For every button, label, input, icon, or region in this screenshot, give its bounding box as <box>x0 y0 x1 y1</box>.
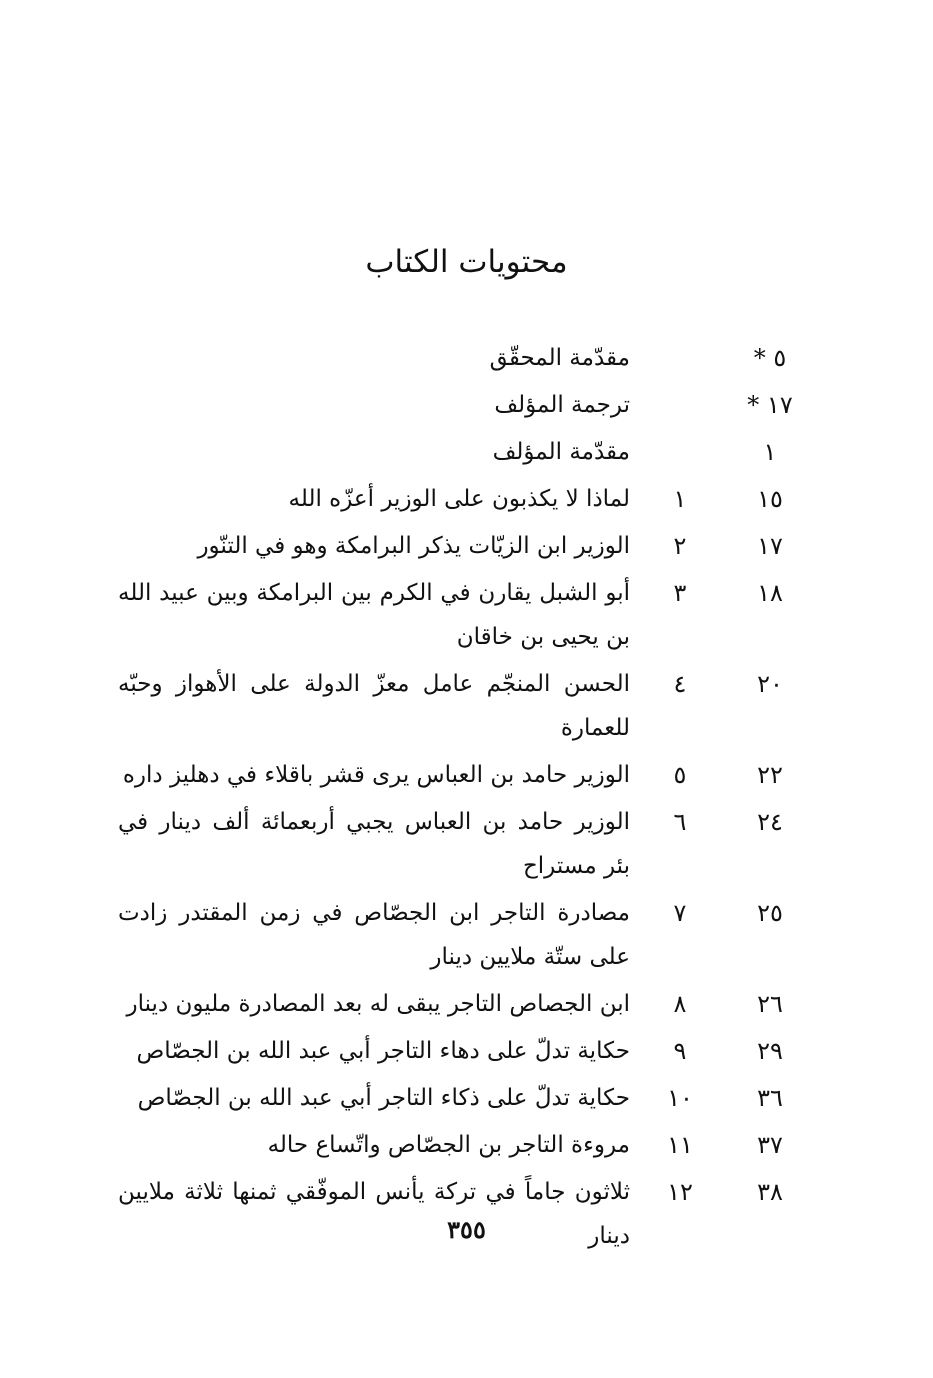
toc-entry-number: ١٠ <box>667 1084 693 1112</box>
toc-entry-title: حكاية تدلّ على دهاء التاجر أبي عبد الله بن الجصّاص <box>136 1038 630 1064</box>
toc-page-number: ١٨ <box>757 579 783 607</box>
toc-row <box>110 1123 810 1167</box>
toc-entry-title: الوزير حامد بن العباس يرى قشر باقلاء في دهليز داره <box>122 762 630 788</box>
table-of-contents <box>110 336 810 1261</box>
toc-entry-number: ٤ <box>673 670 687 698</box>
toc-page-number: ٣٨ <box>757 1178 783 1206</box>
toc-entry-number: ٢ <box>673 532 687 560</box>
toc-entry-number: ٩ <box>673 1037 687 1065</box>
toc-row <box>110 430 810 474</box>
toc-page-number: ٥ * <box>753 344 787 372</box>
toc-entry-title: أبو الشبل يقارن في الكرم بين البرامكة وبين عبيد الله بن يحيى بن خاقان <box>118 580 630 650</box>
toc-entry-number: ٧ <box>673 899 687 927</box>
toc-page-number: ١٥ <box>757 485 783 513</box>
toc-row <box>110 383 810 427</box>
toc-entry-title: الحسن المنجّم عامل معزّ الدولة على الأهواز وحبّه للعمارة <box>118 671 630 741</box>
toc-page-number: ٢٥ <box>757 899 783 927</box>
toc-entry-number: ١ <box>673 485 687 513</box>
page-folio-number: ٣٥٥ <box>447 1215 486 1244</box>
toc-row <box>110 662 810 750</box>
toc-entry-number: ٥ <box>673 761 687 789</box>
toc-row <box>110 336 810 380</box>
toc-entry-title: مقدّمة المؤلف <box>492 439 630 465</box>
toc-page-number: ٢٤ <box>757 808 783 836</box>
toc-row <box>110 891 810 979</box>
toc-entry-title: ثلاثون جاماً في تركة يأنس الموفّقي ثمنها ثلاثة ملايين دينار <box>118 1179 630 1249</box>
toc-entry-title: ابن الجصاص التاجر يبقى له بعد المصادرة مليون دينار <box>126 991 630 1017</box>
toc-entry-number: ١١ <box>667 1131 693 1159</box>
toc-row <box>110 1076 810 1120</box>
toc-row <box>110 982 810 1026</box>
toc-entry-title: الوزير حامد بن العباس يجبي أربعمائة ألف دينار في بئر مستراح <box>118 809 630 879</box>
toc-page-number: ١٧ * <box>747 391 793 419</box>
toc-page-number: ٣٧ <box>757 1131 783 1159</box>
toc-entry-number: ٣ <box>673 579 687 607</box>
toc-page-number: ١٧ <box>757 532 783 560</box>
toc-row <box>110 571 810 659</box>
toc-entry-title: مروءة التاجر بن الجصّاص واتّساع حاله <box>267 1132 630 1158</box>
toc-page-number: ٢٩ <box>757 1037 783 1065</box>
toc-row <box>110 524 810 568</box>
toc-entry-title: لماذا لا يكذبون على الوزير أعزّه الله <box>288 486 630 512</box>
toc-entry-number: ٦ <box>673 808 687 836</box>
toc-row <box>110 1029 810 1073</box>
toc-row <box>110 753 810 797</box>
toc-entry-title: مقدّمة المحقّق <box>489 345 630 371</box>
toc-entry-title: ترجمة المؤلف <box>494 392 630 418</box>
toc-entry-number: ١٢ <box>667 1178 693 1206</box>
toc-page-number: ٢٢ <box>757 761 783 789</box>
toc-entry-title: حكاية تدلّ على ذكاء التاجر أبي عبد الله بن الجصّاص <box>137 1085 630 1111</box>
toc-entry-title: مصادرة التاجر ابن الجصّاص في زمن المقتدر زادت على ستّة ملايين دينار <box>118 900 630 970</box>
page-title: محتويات الكتاب <box>365 244 568 280</box>
toc-row <box>110 477 810 521</box>
toc-row <box>110 800 810 888</box>
toc-entry-number: ٨ <box>673 990 687 1018</box>
toc-page-number: ٢٠ <box>757 670 783 698</box>
toc-page-number: ٣٦ <box>757 1084 783 1112</box>
toc-entry-title: الوزير ابن الزيّات يذكر البرامكة وهو في التنّور <box>197 533 630 559</box>
toc-page-number: ١ <box>763 438 777 466</box>
toc-page-number: ٢٦ <box>757 990 783 1018</box>
